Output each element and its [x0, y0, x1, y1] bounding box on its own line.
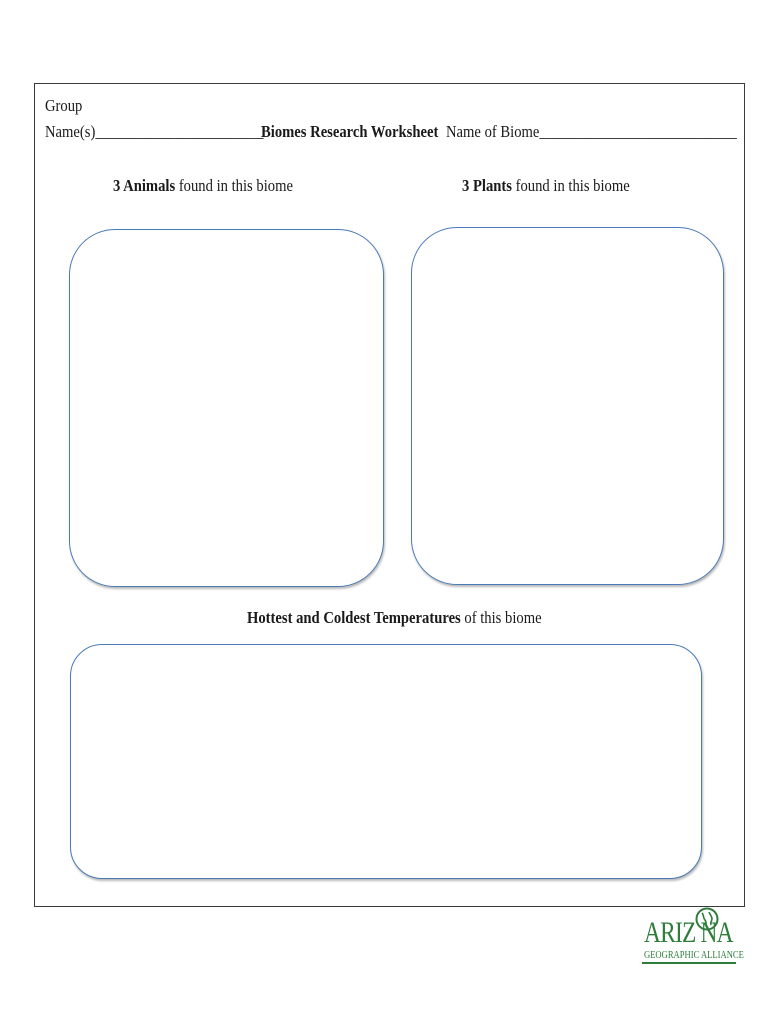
plants-caption	[462, 176, 630, 196]
animals-caption-bold: 3 Animals	[113, 176, 176, 195]
plants-answer-box[interactable]	[411, 227, 724, 585]
animals-answer-box[interactable]	[69, 229, 384, 587]
logo-subtitle: GEOGRAPHIC ALLIANCE	[644, 949, 744, 961]
plants-caption-bold: 3 Plants	[462, 176, 512, 195]
temperatures-caption-bold: Hottest and Coldest Temperatures	[247, 608, 461, 627]
arizona-geographic-alliance-logo	[642, 905, 744, 967]
page-title: Biomes Research Worksheet	[261, 122, 439, 141]
animals-caption-rest: found in this biome	[175, 176, 293, 195]
temperatures-answer-box[interactable]	[70, 644, 702, 879]
temperatures-caption-rest: of this biome	[460, 608, 542, 627]
logo-underline	[642, 962, 736, 964]
animals-caption	[113, 176, 293, 196]
plants-caption-rest: found in this biome	[511, 176, 630, 195]
globe-icon	[695, 907, 719, 931]
group-label: Group	[45, 96, 83, 115]
biome-name-field[interactable]: Name of Biome___________________________	[446, 122, 737, 141]
temperatures-caption	[247, 608, 542, 628]
names-field[interactable]: Name(s)_______________________	[45, 122, 264, 141]
logo-wordmark: ARIZ NA	[644, 916, 733, 949]
